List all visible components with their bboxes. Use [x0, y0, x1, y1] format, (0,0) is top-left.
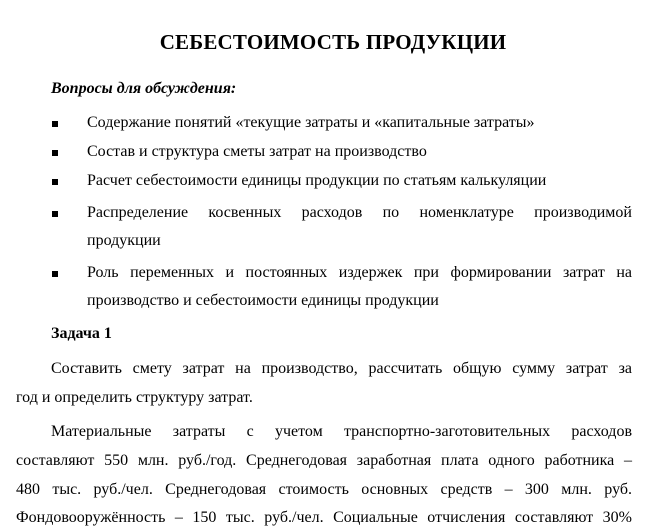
list-item-text: Распределение косвенных расходов по номенклатуре производимой	[87, 204, 632, 221]
paragraph-line: год и определить структуру затрат.	[16, 389, 253, 406]
discussion-heading: Вопросы для обсуждения:	[51, 80, 237, 97]
list-item-text: Расчет себестоимости единицы продукции по статьям калькуляции	[87, 172, 547, 189]
paragraph-line: составляют 550 млн. руб./год. Среднегодовая заработная плата одного работника –	[16, 452, 632, 469]
paragraph-line: Материальные затраты с учетом транспортно-заготовительных расходов	[51, 423, 632, 440]
paragraph-line: 480 тыс. руб./чел. Среднегодовая стоимость основных средств – 300 млн. руб.	[16, 481, 632, 498]
bullet-icon	[52, 179, 58, 185]
paragraph-line: Составить смету затрат на производство, рассчитать общую сумму затрат за	[51, 360, 632, 377]
list-item-text: Содержание понятий «текущие затраты и «капитальные затраты»	[87, 114, 535, 131]
bullet-icon	[52, 150, 58, 156]
page-title: СЕБЕСТОИМОСТЬ ПРОДУКЦИИ	[159, 30, 507, 54]
bullet-icon	[52, 271, 58, 277]
list-item-text: Состав и структура сметы затрат на производство	[87, 143, 427, 160]
bullet-icon	[52, 211, 58, 217]
list-item-text: продукции	[87, 232, 161, 249]
paragraph-line: Фондовооружённость – 150 тыс. руб./чел. Социальные отчисления составляют 30%	[16, 509, 632, 526]
bullet-icon	[52, 121, 58, 127]
list-item-text: Роль переменных и постоянных издержек при формировании затрат на	[87, 264, 632, 281]
task-title: Задача 1	[51, 325, 112, 342]
list-item-text: производство и себестоимости единицы продукции	[87, 292, 439, 309]
